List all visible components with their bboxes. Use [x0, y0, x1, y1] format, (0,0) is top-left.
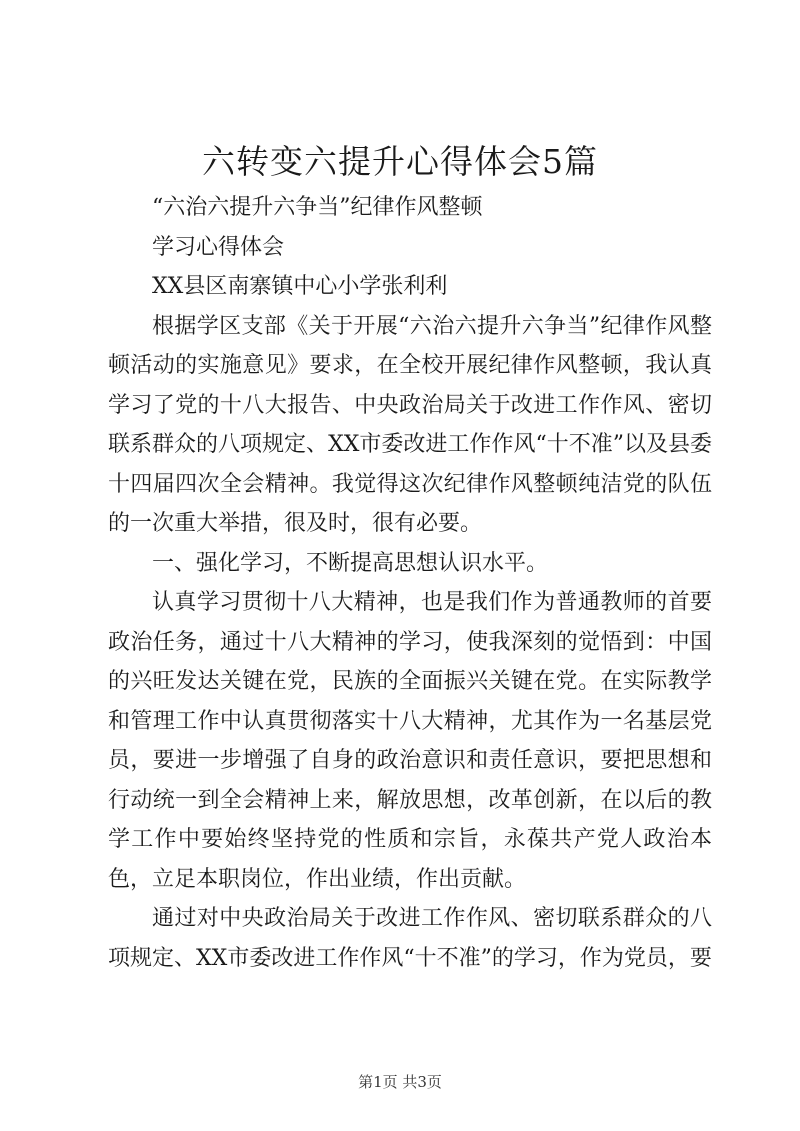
paragraph-subtitle-line1: “六治六提升六争当”纪律作风整顿 [152, 195, 483, 220]
page-number-footer: 第1页 共3页 [358, 1073, 442, 1091]
paragraph-study: 认真学习贯彻十八大精神，也是我们作为普通教师的首要政治任务，通过十八大精神的学习，使我深刻的觉悟到：中国的兴旺发达关键在党，民族的全面振兴关键在党。在实际教学和管理工作中认真贯彻落实十八大精神，尤其作为一名基层党员，要进一步增强了自身的政治意识和责任意识，要把思想和行动统一到全会精神上来，解放思想，改革创新，在以后的教学工作中要始终坚持党的性质和宗旨，永葆共产党人政治本色，立足本职岗位，作出业绩，作出贡献。 [108, 590, 712, 892]
paragraph-section-heading: 一、强化学习，不断提高思想认识水平。 [152, 550, 549, 576]
paragraph-intro: 根据学区支部《关于开展“六治六提升六争当”纪律作风整顿活动的实施意见》要求，在全校开展纪律作风整顿，我认真学习了党的十八大报告、中央政治局关于改进工作作风、密切联系群众的八项规定、XX市委改进工作作风“十不准”以及县委十四届四次全会精神。我觉得这次纪律作风整顿纯洁党的队伍的一次重大举措，很及时，很有必要。 [108, 313, 712, 536]
document-body [108, 188, 712, 978]
paragraph-author: XX县区南寨镇中心小学张利利 [152, 274, 448, 299]
paragraph-rules: 通过对中央政治局关于改进工作作风、密切联系群众的八项规定、XX市委改进工作作风“十不准”的学习，作为党员，要 [108, 906, 712, 971]
paragraph-subtitle-line2: 学习心得体会 [152, 234, 285, 260]
document-title: 六转变六提升心得体会5篇 [202, 142, 598, 181]
